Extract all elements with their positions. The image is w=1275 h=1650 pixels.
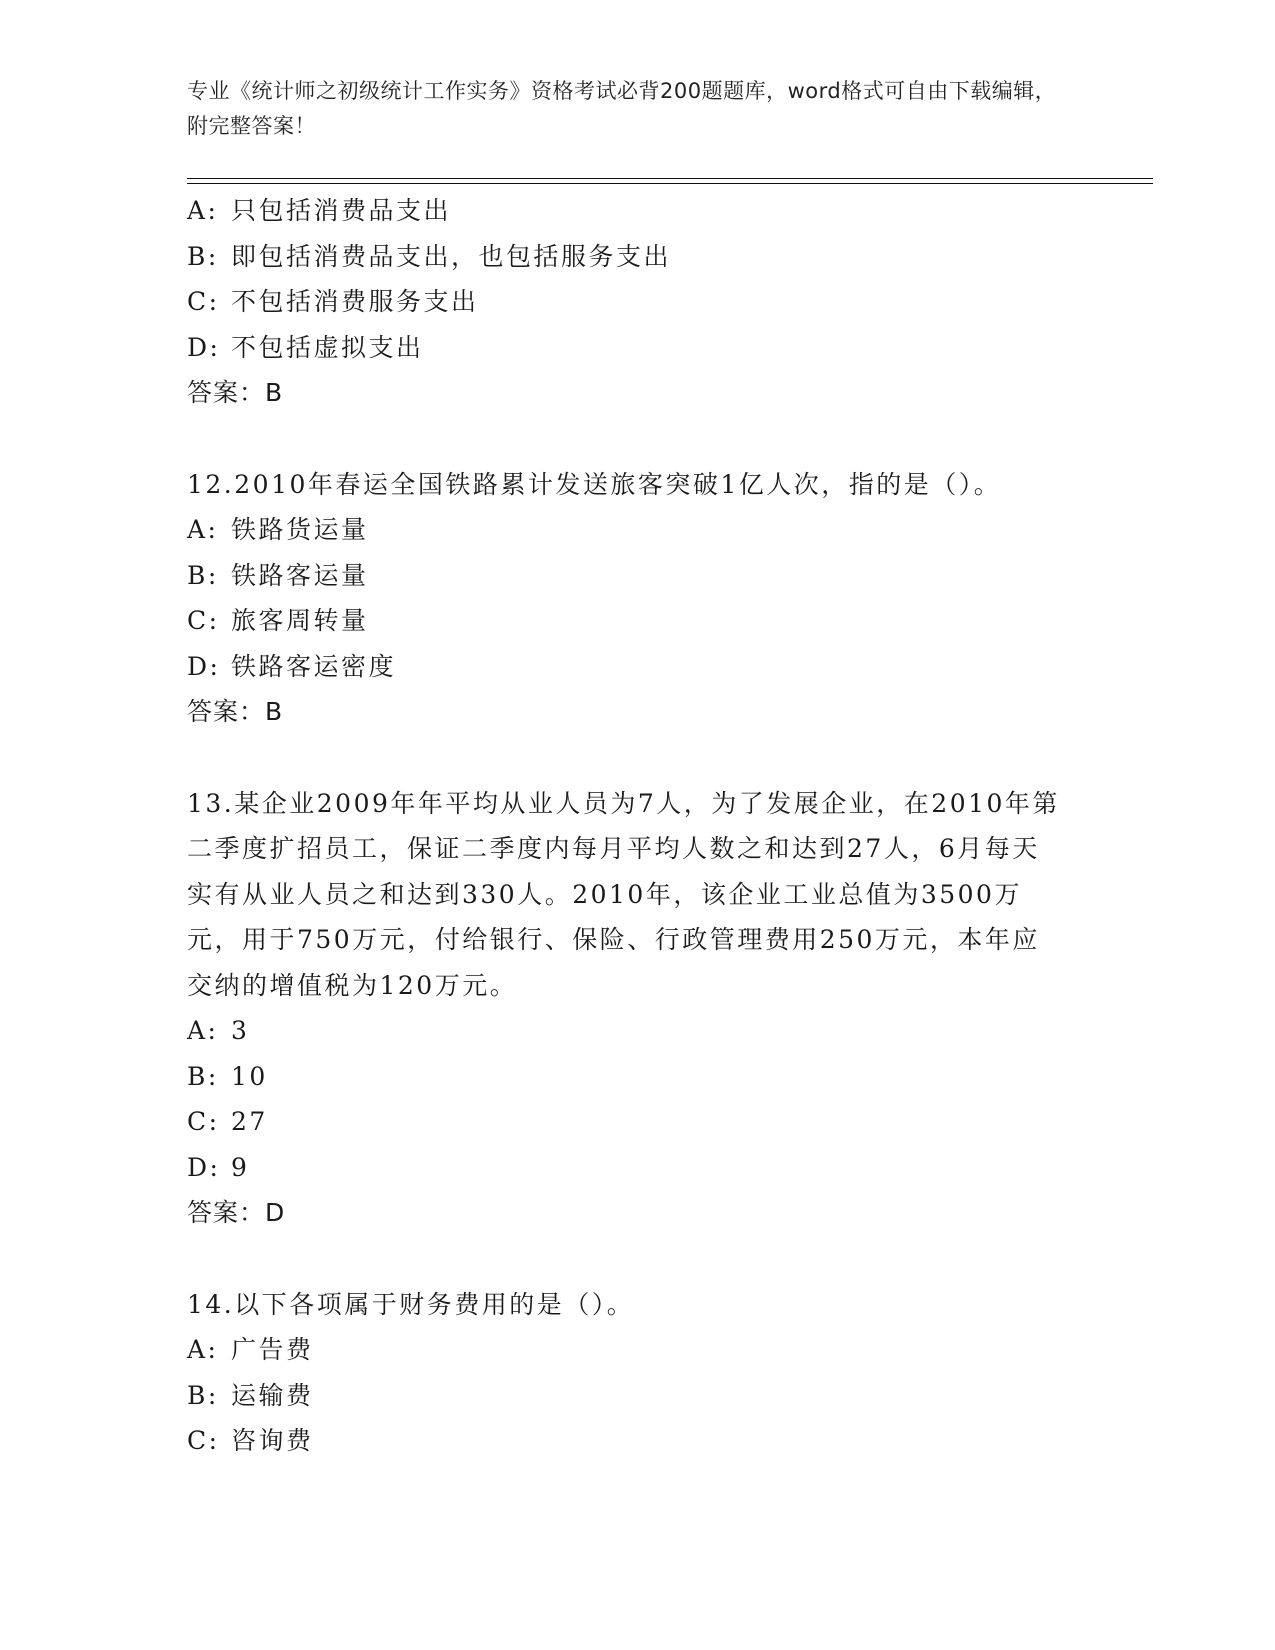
option-d [187,1145,1087,1191]
option-label: C: [187,1426,220,1455]
option-text: 铁路货运量 [231,515,369,544]
option-text: 不包括虚拟支出 [231,332,424,362]
option-a [187,1327,1087,1373]
question-14 [187,1282,1087,1464]
option-label: B: [187,1380,219,1410]
option-text: 10 [231,1061,268,1091]
question-12 [187,462,1087,735]
option-label: A: [187,196,219,225]
spacer [187,735,1087,781]
answer-line: 答案：D [187,1198,286,1227]
option-text: 铁路客运密度 [231,651,397,681]
option-label: A: [187,1335,219,1364]
option-text: 咨询费 [231,1426,314,1455]
question-stem: 12.2010年春运全国铁路累计发送旅客突破1亿人次，指的是（）。 [187,469,1002,499]
spacer [187,1236,1087,1282]
option-b [187,1373,1087,1419]
answer-line: 答案：B [187,697,284,726]
option-c [187,279,1087,325]
question-13 [187,781,1087,1236]
option-text: 9 [231,1152,250,1182]
option-label: B: [187,241,219,271]
question-list [187,188,1087,1464]
document-header: 专业《统计师之初级统计工作实务》资格考试必背200题题库，word格式可自由下载编辑，附完整答案！ [187,79,1057,138]
option-label: B: [187,1061,219,1091]
option-label: C: [187,1107,220,1136]
question-11 [187,188,1087,416]
option-label: D: [187,332,221,362]
header-divider-top [187,178,1153,179]
option-b [187,553,1087,599]
option-label: C: [187,606,220,635]
option-a [187,507,1087,553]
option-text: 广告费 [231,1335,314,1364]
option-text: 只包括消费品支出 [231,196,452,225]
question-stem: 13.某企业2009年年平均从业人员为7人，为了发展企业，在2010年第二季度扩招员工，保证二季度内每月平均人数之和达到27人，6月每天实有从业人员之和达到330人。2010年，该企业工业总值为3500万元，用于750万元，付给银行、保险、行政管理费用250万元，本年应交纳的增值税为120万元。 [187,788,1060,1000]
option-text: 铁路客运量 [231,560,369,590]
option-text: 3 [231,1016,250,1045]
option-label: D: [187,651,221,681]
option-label: B: [187,560,219,590]
option-text: 旅客周转量 [231,606,369,635]
option-text: 27 [231,1107,268,1136]
option-text: 即包括消费品支出，也包括服务支出 [231,241,672,271]
option-b [187,234,1087,280]
option-a [187,188,1087,234]
option-c [187,1099,1087,1145]
option-c [187,598,1087,644]
option-a [187,1008,1087,1054]
option-c [187,1418,1087,1464]
option-label: A: [187,515,219,544]
spacer [187,416,1087,462]
header-divider-bottom [187,183,1153,184]
option-label: D: [187,1152,221,1182]
option-text: 运输费 [231,1380,314,1410]
option-d [187,325,1087,371]
question-stem: 14.以下各项属于财务费用的是（）。 [187,1289,635,1319]
option-d [187,644,1087,690]
option-b [187,1054,1087,1100]
answer-line: 答案：B [187,378,284,407]
option-label: A: [187,1016,219,1045]
option-label: C: [187,287,220,316]
option-text: 不包括消费服务支出 [231,287,479,316]
